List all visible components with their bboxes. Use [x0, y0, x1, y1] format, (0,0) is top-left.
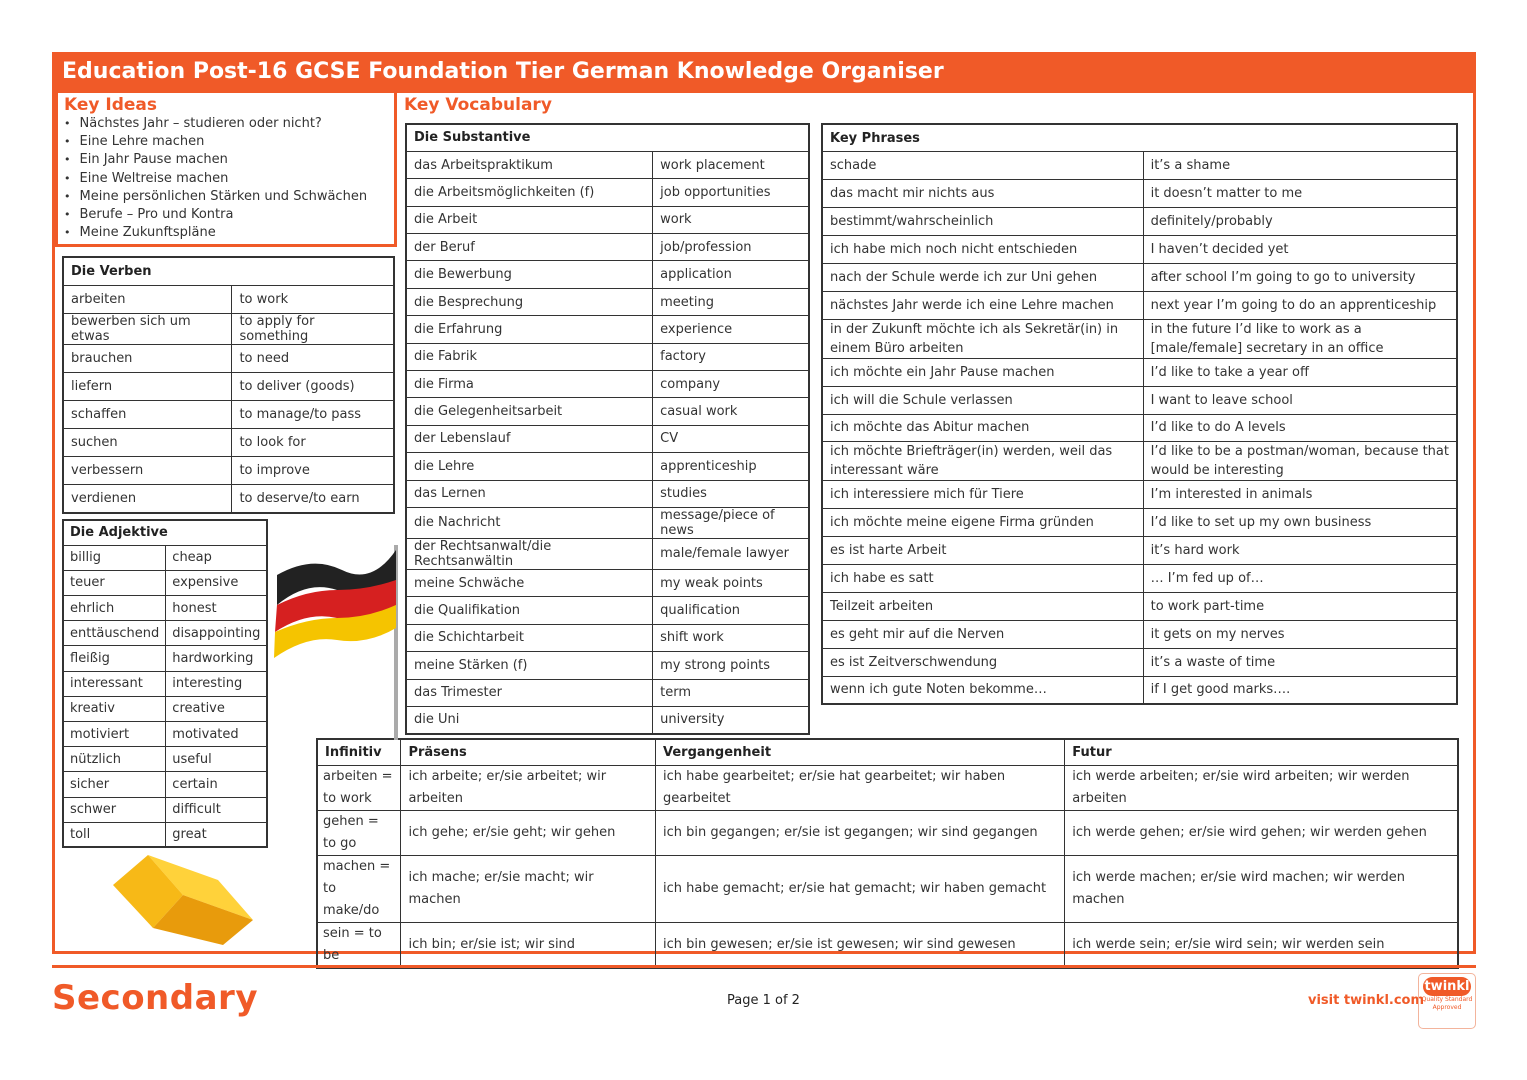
german-cell: die Besprechung [406, 288, 653, 315]
table-row [822, 180, 1457, 208]
present-cell: ich gehe; er/sie geht; wir gehen [401, 810, 656, 855]
table-row [406, 538, 809, 569]
present-cell: ich bin; er/sie ist; wir sind [401, 922, 656, 968]
german-cell: es ist Zeitverschwendung [822, 648, 1143, 676]
past-cell: ich bin gegangen; er/sie ist gegangen; wir sind gegangen [656, 810, 1065, 855]
key-ideas-box [55, 93, 397, 247]
key-idea-item: • Meine Zukunftspläne [64, 224, 388, 242]
german-cell: das macht mir nichts aus [822, 180, 1143, 208]
english-cell: expensive [166, 570, 268, 595]
english-cell: university [653, 706, 809, 733]
german-cell: fleißig [63, 646, 166, 671]
english-cell: certain [166, 772, 268, 797]
table-row [317, 810, 1458, 855]
german-cell: die Firma [406, 371, 653, 398]
english-cell: my weak points [653, 569, 809, 596]
english-cell: hardworking [166, 646, 268, 671]
table-row [406, 679, 809, 706]
german-cell: wenn ich gute Noten bekomme… [822, 676, 1143, 704]
english-cell: I’d like to set up my own business [1143, 509, 1457, 537]
table-row [317, 855, 1458, 922]
german-cell: motiviert [63, 722, 166, 747]
english-cell: I want to leave school [1143, 386, 1457, 414]
english-cell: great [166, 822, 268, 847]
table-row [63, 772, 267, 797]
german-cell: bewerben sich um etwas [63, 313, 232, 344]
table-row [63, 344, 394, 372]
german-cell: es geht mir auf die Nerven [822, 620, 1143, 648]
german-cell: das Trimester [406, 679, 653, 706]
footer-divider [52, 965, 1476, 968]
table-row [406, 425, 809, 452]
english-cell: apprenticeship [653, 453, 809, 480]
german-cell: ich möchte Briefträger(in) werden, weil das interessant wäre [822, 442, 1143, 481]
german-cell: sicher [63, 772, 166, 797]
english-cell: useful [166, 747, 268, 772]
english-cell: it’s hard work [1143, 537, 1457, 565]
visit-twinkl-link[interactable]: visit twinkl.com [1308, 993, 1425, 1008]
table-row [822, 481, 1457, 509]
german-cell: bestimmt/wahrscheinlich [822, 208, 1143, 236]
table-row [63, 747, 267, 772]
english-cell: … I’m fed up of… [1143, 565, 1457, 593]
english-cell: experience [653, 316, 809, 343]
german-cell: ich will die Schule verlassen [822, 386, 1143, 414]
english-cell: to look for [232, 428, 394, 456]
key-ideas-list [64, 115, 388, 242]
table-row [822, 509, 1457, 537]
badge-brand: twinkl [1424, 979, 1470, 994]
german-cell: nützlich [63, 747, 166, 772]
table-row [63, 313, 394, 344]
english-cell: job opportunities [653, 179, 809, 206]
table-header-row [317, 739, 1458, 765]
table-row [406, 343, 809, 370]
german-cell: die Nachricht [406, 507, 653, 538]
table-row [822, 208, 1457, 236]
english-cell: to work part-time [1143, 592, 1457, 620]
german-cell: nächstes Jahr werde ich eine Lehre machen [822, 291, 1143, 319]
english-cell: qualification [653, 597, 809, 624]
infinitive-cell: arbeiten = to work [317, 765, 401, 810]
german-cell: meine Stärken (f) [406, 652, 653, 679]
german-cell: die Bewerbung [406, 261, 653, 288]
german-cell: ich möchte ein Jahr Pause machen [822, 358, 1143, 386]
table-row [63, 285, 394, 313]
past-cell: ich habe gearbeitet; er/sie hat gearbeitet; wir haben gearbeitet [656, 765, 1065, 810]
table-row [63, 570, 267, 595]
table-row [406, 151, 809, 178]
english-cell: cheap [166, 545, 268, 570]
german-cell: arbeiten [63, 285, 232, 313]
present-cell: ich mache; er/sie macht; wir machen [401, 855, 656, 922]
table-row [406, 316, 809, 343]
table-row [822, 414, 1457, 442]
key-idea-item: • Ein Jahr Pause machen [64, 151, 388, 169]
english-cell: it’s a shame [1143, 152, 1457, 180]
badge-line1: Quality Standard [1421, 996, 1473, 1003]
german-cell: der Lebenslauf [406, 425, 653, 452]
english-cell: it gets on my nerves [1143, 620, 1457, 648]
table-row [63, 545, 267, 570]
english-cell: term [653, 679, 809, 706]
table-row [63, 722, 267, 747]
infinitive-cell: gehen = to go [317, 810, 401, 855]
table-header-row [406, 124, 809, 151]
table-row [406, 261, 809, 288]
german-cell: die Schichtarbeit [406, 624, 653, 651]
german-cell: ehrlich [63, 596, 166, 621]
column-header: Vergangenheit [656, 739, 1065, 765]
table-row [63, 485, 394, 513]
infinitive-cell: machen = to make/do [317, 855, 401, 922]
english-cell: in the future I’d like to work as a [male/female] secretary in an office [1143, 319, 1457, 358]
key-idea-item: • Eine Lehre machen [64, 133, 388, 151]
page-title: Education Post-16 GCSE Foundation Tier German Knowledge Organiser [52, 52, 1476, 93]
table-row [406, 706, 809, 733]
german-cell: Teilzeit arbeiten [822, 592, 1143, 620]
german-cell: enttäuschend [63, 621, 166, 646]
secondary-logo: Secondary [52, 978, 258, 1018]
german-cell: die Arbeit [406, 206, 653, 233]
german-cell: kreativ [63, 696, 166, 721]
german-cell: schaffen [63, 400, 232, 428]
english-cell: my strong points [653, 652, 809, 679]
english-cell: factory [653, 343, 809, 370]
english-cell: to apply for something [232, 313, 394, 344]
table-header-row [63, 257, 394, 285]
table-row [63, 372, 394, 400]
past-cell: ich habe gemacht; er/sie hat gemacht; wir haben gemacht [656, 855, 1065, 922]
english-cell: to deliver (goods) [232, 372, 394, 400]
german-cell: in der Zukunft möchte ich als Sekretär(in) in einem Büro arbeiten [822, 319, 1143, 358]
column-header: Präsens [401, 739, 656, 765]
english-cell: shift work [653, 624, 809, 651]
english-cell: to need [232, 344, 394, 372]
english-cell: I’d like to be a postman/woman, because that would be interesting [1143, 442, 1457, 481]
future-cell: ich werde gehen; er/sie wird gehen; wir werden gehen [1065, 810, 1458, 855]
english-cell: next year I’m going to do an apprenticeship [1143, 291, 1457, 319]
table-row [822, 676, 1457, 704]
table-header: Die Substantive [406, 124, 809, 151]
table-row [822, 358, 1457, 386]
substantive-table [405, 123, 810, 735]
table-row [822, 565, 1457, 593]
english-cell: to work [232, 285, 394, 313]
english-cell: job/profession [653, 234, 809, 261]
german-cell: billig [63, 545, 166, 570]
table-header-row [822, 124, 1457, 152]
table-row [822, 263, 1457, 291]
german-cell: ich habe es satt [822, 565, 1143, 593]
future-cell: ich werde sein; er/sie wird sein; wir werden sein [1065, 922, 1458, 968]
table-row [63, 646, 267, 671]
english-cell: it’s a waste of time [1143, 648, 1457, 676]
key-idea-item: • Nächstes Jahr – studieren oder nicht? [64, 115, 388, 133]
table-row [63, 428, 394, 456]
german-cell: schwer [63, 797, 166, 822]
table-header-row [63, 520, 267, 545]
english-cell: message/piece of news [653, 507, 809, 538]
adjektive-table [62, 519, 268, 848]
english-cell: to manage/to pass [232, 400, 394, 428]
german-cell: suchen [63, 428, 232, 456]
german-cell: das Lernen [406, 480, 653, 507]
table-row [822, 442, 1457, 481]
table-row [317, 922, 1458, 968]
german-cell: es ist harte Arbeit [822, 537, 1143, 565]
badge-line2: Approved [1432, 1004, 1462, 1011]
table-row [822, 620, 1457, 648]
past-cell: ich bin gewesen; er/sie ist gewesen; wir sind gewesen [656, 922, 1065, 968]
english-cell: I’d like to take a year off [1143, 358, 1457, 386]
key-phrases-table [821, 123, 1458, 705]
english-cell: motivated [166, 722, 268, 747]
english-cell: interesting [166, 671, 268, 696]
english-cell: male/female lawyer [653, 538, 809, 569]
english-cell: CV [653, 425, 809, 452]
german-cell: brauchen [63, 344, 232, 372]
english-cell: casual work [653, 398, 809, 425]
german-cell: die Erfahrung [406, 316, 653, 343]
english-cell: to deserve/to earn [232, 485, 394, 513]
english-cell: company [653, 371, 809, 398]
table-row [822, 236, 1457, 264]
table-row [406, 507, 809, 538]
infinitive-cell: sein = to be [317, 922, 401, 968]
table-row [63, 797, 267, 822]
table-row [822, 319, 1457, 358]
german-cell: nach der Schule werde ich zur Uni gehen [822, 263, 1143, 291]
future-cell: ich werde arbeiten; er/sie wird arbeiten; wir werden arbeiten [1065, 765, 1458, 810]
column-header: Futur [1065, 739, 1458, 765]
gold-bar-image [108, 850, 258, 948]
table-row [63, 696, 267, 721]
german-cell: der Beruf [406, 234, 653, 261]
german-cell: ich möchte meine eigene Firma gründen [822, 509, 1143, 537]
english-cell: disappointing [166, 621, 268, 646]
english-cell: honest [166, 596, 268, 621]
german-cell: interessant [63, 671, 166, 696]
key-idea-item: • Meine persönlichen Stärken und Schwächen [64, 188, 388, 206]
german-cell: schade [822, 152, 1143, 180]
english-cell: definitely/probably [1143, 208, 1457, 236]
conjugation-table [316, 738, 1459, 969]
key-idea-item: • Berufe – Pro und Kontra [64, 206, 388, 224]
german-cell: das Arbeitspraktikum [406, 151, 653, 178]
german-cell: die Fabrik [406, 343, 653, 370]
english-cell: studies [653, 480, 809, 507]
german-cell: toll [63, 822, 166, 847]
column-header: Infinitiv [317, 739, 401, 765]
table-row [822, 386, 1457, 414]
table-header: Die Adjektive [63, 520, 267, 545]
table-row [406, 179, 809, 206]
twinkl-quality-badge [1418, 973, 1476, 1029]
table-header: Key Phrases [822, 124, 1457, 152]
german-cell: teuer [63, 570, 166, 595]
present-cell: ich arbeite; er/sie arbeitet; wir arbeiten [401, 765, 656, 810]
english-cell: I’m interested in animals [1143, 481, 1457, 509]
table-row [406, 480, 809, 507]
table-row [63, 621, 267, 646]
table-row [406, 597, 809, 624]
key-ideas-heading: Key Ideas [64, 95, 158, 115]
german-cell: verbessern [63, 457, 232, 485]
german-cell: die Uni [406, 706, 653, 733]
english-cell: application [653, 261, 809, 288]
english-cell: work placement [653, 151, 809, 178]
english-cell: if I get good marks…. [1143, 676, 1457, 704]
english-cell: to improve [232, 457, 394, 485]
table-row [822, 592, 1457, 620]
english-cell: meeting [653, 288, 809, 315]
english-cell: I haven’t decided yet [1143, 236, 1457, 264]
german-cell: ich möchte das Abitur machen [822, 414, 1143, 442]
table-row [63, 822, 267, 847]
table-row [317, 765, 1458, 810]
german-cell: meine Schwäche [406, 569, 653, 596]
german-cell: die Qualifikation [406, 597, 653, 624]
english-cell: difficult [166, 797, 268, 822]
verben-table [62, 256, 395, 514]
table-row [406, 288, 809, 315]
german-cell: verdienen [63, 485, 232, 513]
german-cell: ich habe mich noch nicht entschieden [822, 236, 1143, 264]
english-cell: I’d like to do A levels [1143, 414, 1457, 442]
page-number: Page 1 of 2 [727, 993, 800, 1008]
german-cell: die Lehre [406, 453, 653, 480]
table-row [822, 291, 1457, 319]
table-row [63, 457, 394, 485]
key-idea-item: • Eine Weltreise machen [64, 170, 388, 188]
table-row [63, 596, 267, 621]
table-row [63, 400, 394, 428]
english-cell: work [653, 206, 809, 233]
table-row [406, 569, 809, 596]
table-row [406, 371, 809, 398]
table-row [406, 453, 809, 480]
table-row [406, 206, 809, 233]
table-row [63, 671, 267, 696]
key-vocabulary-heading: Key Vocabulary [404, 95, 552, 115]
german-cell: die Gelegenheitsarbeit [406, 398, 653, 425]
table-row [406, 624, 809, 651]
german-cell: ich interessiere mich für Tiere [822, 481, 1143, 509]
table-header: Die Verben [63, 257, 394, 285]
future-cell: ich werde machen; er/sie wird machen; wir werden machen [1065, 855, 1458, 922]
german-cell: die Arbeitsmöglichkeiten (f) [406, 179, 653, 206]
table-row [406, 234, 809, 261]
english-cell: after school I’m going to go to university [1143, 263, 1457, 291]
table-row [406, 652, 809, 679]
german-cell: der Rechtsanwalt/die Rechtsanwältin [406, 538, 653, 569]
table-row [822, 537, 1457, 565]
german-flag-image [272, 540, 402, 745]
table-row [406, 398, 809, 425]
german-cell: liefern [63, 372, 232, 400]
english-cell: it doesn’t matter to me [1143, 180, 1457, 208]
table-row [822, 648, 1457, 676]
english-cell: creative [166, 696, 268, 721]
table-row [822, 152, 1457, 180]
